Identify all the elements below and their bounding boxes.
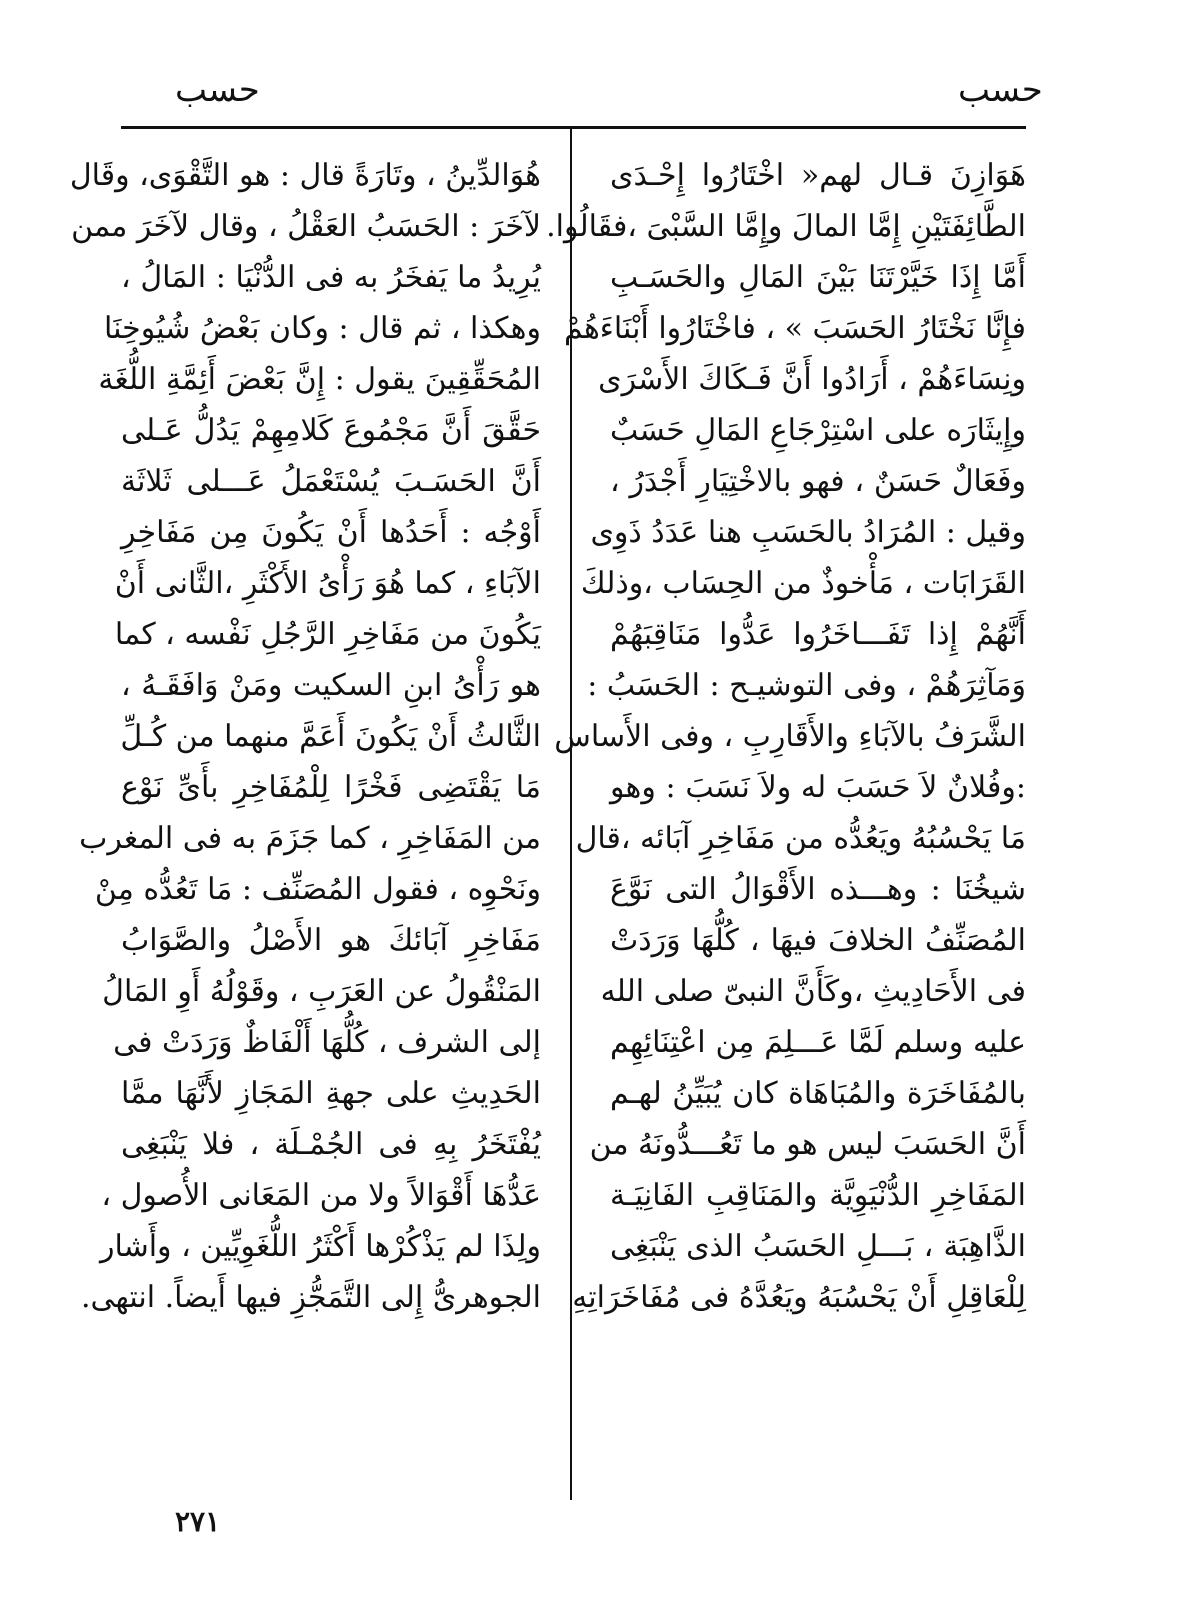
text-line: ونَحْوِه ، فقول المُصَنِّف : مَا تَعُدُّه مِنْ	[94, 872, 541, 907]
text-line: أَنَّهُمْ إِذا تَفَـــاخَرُوا عَدُّوا مَنَاقِبَهُمْ	[610, 617, 1026, 652]
text-line: يَكُونَ من مَفَاخِرِ الرَّجُلِ نَفْسه ، كما	[114, 617, 541, 652]
text-line: المُحَقِّقِينَ يقول : إِنَّ بَعْضَ أَئِمَّةِ اللُّغَة	[98, 362, 541, 397]
text-line: الآبَاءِ ، كما هُوَ رَأْىُ الأَكْثَرِ ،الثَّانى أَنْ	[114, 566, 541, 601]
text-line: الثَّالثُ أَنْ يَكُونَ أَعَمَّ منهما من كُـلِّ	[120, 719, 541, 754]
right-column	[546, 150, 1026, 1323]
text-line: القَرَابَات ، مَأْخوذٌ من الحِسَاب ،وذلكَ	[580, 566, 1026, 601]
text-line: مَفَاخِرِ آبَائكَ هو الأَصْلُ والصَّوَابُ	[121, 923, 541, 958]
text-line: لِلْعَاقِلِ أَنْ يَحْسُبَهُ ويَعُدَّهُ فى مُفَاخَرَاتِهِ	[572, 1280, 1026, 1315]
text-line: بالمُفَاخَرَة والمُبَاهَاة كان يُبَيِّنُ لهـم	[610, 1076, 1026, 1111]
text-line: وفَعَالٌ حَسَنٌ ، فهو بالاخْتِيَارِ أَجْدَرُ ،	[610, 464, 1026, 499]
text-line: هَوَازِنَ قـال لهم« اخْتَارُوا إِحْـدَى	[610, 158, 1026, 193]
text-line: حَقَّقَ أَنَّ مَجْمُوعَ كَلامِهِمْ يَدُلُّ عَـلى	[121, 413, 541, 448]
text-line: وهكذا ، ثم قال : وكان بَعْضُ شُيُوخِنَا	[103, 311, 541, 346]
text-line: وقيل : المُرَادُ بالحَسَبِ هنا عَدَدُ ذَوِى	[590, 515, 1026, 550]
text-line: المَنْقُولُ عن العَرَبِ ، وقَوْلُهُ أَوِ المَالُ	[102, 974, 541, 1009]
text-line: أَوْجُه : أَحَدُها أَنْ يَكُونَ مِن مَفَاخِرِ	[121, 515, 541, 550]
text-line: أَنَّ الحَسَبَ ليس هو ما تَعُـــدُّونَهُ من	[589, 1127, 1026, 1162]
left-column	[69, 150, 541, 1323]
text-line: أَنَّ الحَسَـبَ يُسْتَعْمَلُ عَـــلى ثَلاثَة	[121, 464, 541, 499]
text-line: :وفُلانٌ لاَ حَسَبَ له ولاَ نَسَبَ : وهو	[610, 770, 1026, 805]
text-line: الطَّائِفَتَيْنِ إِمَّا المالَ وإِمَّا السَّبْىَ ،فقَالُوا.	[546, 209, 1026, 244]
text-line: فى الأَحَادِيثِ ،وكَأَنَّ النبىّ صلى الله	[600, 974, 1026, 1009]
text-line: إلى الشرف ، كُلُّهَا أَلْفَاظٌ وَرَدَتْ فى	[113, 1025, 541, 1060]
text-line: الشَّرَفُ بالآبَاءِ والأَقَارِبِ ، وفى الأَساس	[554, 719, 1026, 754]
header-rule	[121, 126, 1026, 129]
text-line: المَفَاخِرِ الدُّنْيَوِيَّة والمَنَاقِبِ الفَانِيَـة	[610, 1178, 1026, 1213]
text-line: يُفْتَخَرُ بِهِ فى الجُمْـلَة ، فلا يَنْبَغِى	[121, 1127, 541, 1162]
text-line: أَمَّا إِذَا خَيَّرْتَنَا بَيْنَ المَالِ والحَسَـبِ	[610, 260, 1026, 295]
text-line: المُصَنِّفُ الخلافَ فيهَا ، كُلُّهَا وَرَدَتْ	[610, 923, 1026, 958]
text-line: وإِيثَارَه على اسْتِرْجَاعِ المَالِ حَسَبٌ	[610, 413, 1026, 448]
text-line: هو رَأْىُ ابنِ السكيت ومَنْ وَافَقَـهُ ،	[121, 668, 541, 703]
text-line: عليه وسلم لَمَّا عَـــلِمَ مِن اعْتِنَائِهِم	[610, 1025, 1026, 1060]
text-line: الجوهرىُّ إِلى التَّمَجُّزِ فيها أَيضاً. انتهى.	[81, 1280, 541, 1315]
page-number: ٢٧١	[175, 1505, 221, 1538]
text-line: لآخَرَ : الحَسَبُ العَقْلُ ، وقال لآخَرَ ممن	[71, 209, 541, 244]
header-word-right: حسب	[958, 70, 1043, 110]
text-line: فإِنَّا نَخْتَارُ الحَسَبَ » ، فاخْتَارُوا أَبْنَاءَهُمْ	[564, 311, 1026, 346]
text-line: وَمَآثِرَهُمْ ، وفى التوشيـح : الحَسَبُ :	[587, 668, 1026, 703]
text-line: شيخُنَا : وهـــذه الأَقْوَالُ التى نَوَّعَ	[610, 872, 1026, 907]
header-word-left: حسب	[175, 70, 260, 110]
text-line: هُوَالدِّينُ ، وتَارَةً قال : هو التَّقْوَى، وقَال	[69, 158, 541, 193]
text-line: ونِسَاءَهُمْ ، أَرَادُوا أَنَّ فَـكَاكَ الأَسْرَى	[598, 362, 1026, 397]
text-line: مَا يَقْتَضِى فَخْرًا لِلْمُفَاخِرِ بأَىِّ نَوْع	[121, 770, 541, 805]
text-line: الذَّاهِبَة ، بَـــلِ الحَسَبُ الذى يَنْبَغِى	[610, 1229, 1026, 1264]
text-line: مَا يَحْسُبُهُ ويَعُدُّه من مَفَاخِرِ آبَائه ،قال	[575, 821, 1026, 856]
text-line: الحَدِيثِ على جهةِ المَجَازِ لأَنَّهَا ممَّا	[121, 1076, 541, 1111]
text-line: عَدُّهَا أَقْوَالاً ولا من المَعَانى الأُصول ،	[101, 1178, 541, 1213]
text-line: ولِذَا لم يَذْكُرْها أَكْثَرُ اللُّغَوِيِّين ، وأَشار	[99, 1229, 541, 1264]
text-line: يُرِيدُ ما يَفخَرُ به فى الدُّنْيَا : المَالُ ،	[121, 260, 541, 295]
text-line: من المَفَاخِرِ ، كما جَزَمَ به فى المغرب	[79, 821, 541, 856]
